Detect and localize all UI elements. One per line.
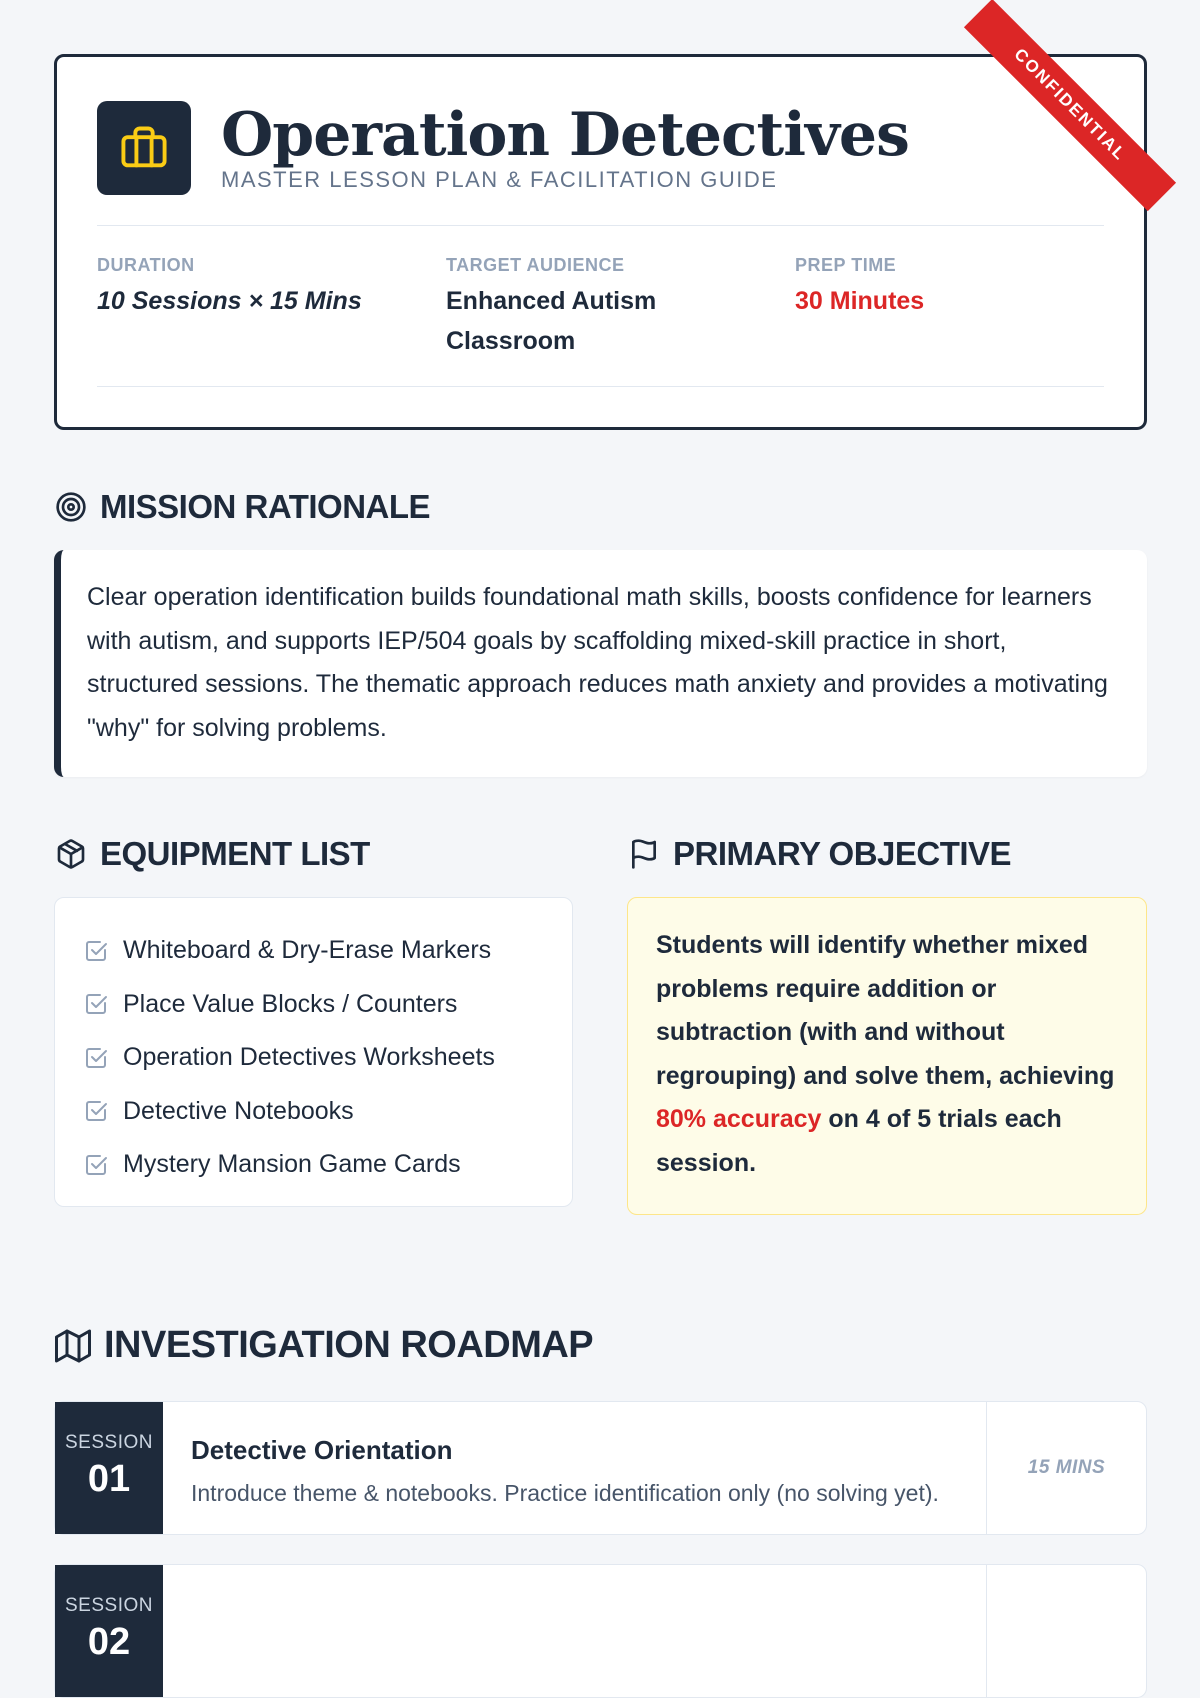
section-title: EQUIPMENT LIST bbox=[100, 835, 370, 872]
meta-prep-time bbox=[795, 253, 1125, 321]
list-item bbox=[83, 1031, 572, 1085]
header-divider-top bbox=[97, 225, 1104, 226]
section-heading-equipment bbox=[54, 835, 370, 873]
equipment-label: Operation Detectives Worksheets bbox=[123, 1043, 495, 1072]
rationale-text: Clear operation identification builds foundational math skills, boosts confidence for learners with autism, and supports IEP/504 goals by scaffolding mixed-skill practice in short, structured sessions. The thematic approach reduces math anxiety and provides a motivating "why" for solving problems. bbox=[54, 550, 1147, 777]
session-row bbox=[54, 1564, 1147, 1698]
checkbox-icon bbox=[83, 1152, 109, 1178]
header-divider-bottom bbox=[97, 386, 1104, 387]
session-duration: 15 MINS bbox=[986, 1402, 1146, 1534]
flag-icon bbox=[627, 837, 661, 871]
session-label: SESSION bbox=[65, 1595, 153, 1616]
objective-text bbox=[627, 897, 1147, 1215]
checkbox-icon bbox=[83, 991, 109, 1017]
session-description: Introduce theme & notebooks. Practice identification only (no solving yet). bbox=[191, 1480, 939, 1506]
meta-value: Enhanced Autism Classroom bbox=[446, 287, 657, 355]
box-icon bbox=[54, 837, 88, 871]
target-icon bbox=[54, 490, 88, 524]
section-heading-roadmap bbox=[54, 1324, 593, 1367]
checkbox-icon bbox=[83, 938, 109, 964]
equipment-label: Mystery Mansion Game Cards bbox=[123, 1150, 461, 1179]
equipment-label: Place Value Blocks / Counters bbox=[123, 989, 458, 1018]
list-item bbox=[83, 978, 572, 1032]
session-badge bbox=[55, 1402, 163, 1534]
meta-duration bbox=[97, 253, 427, 321]
confidential-ribbon: CONFIDENTIAL bbox=[964, 0, 1176, 211]
meta-label: TARGET AUDIENCE bbox=[446, 255, 625, 275]
equipment-label: Whiteboard & Dry-Erase Markers bbox=[123, 936, 492, 965]
section-title: PRIMARY OBJECTIVE bbox=[673, 835, 1012, 872]
meta-value: 10 Sessions × 15 Mins bbox=[97, 287, 362, 315]
meta-target-audience bbox=[446, 253, 776, 361]
section-heading-rationale bbox=[54, 488, 430, 526]
section-title: MISSION RATIONALE bbox=[100, 488, 431, 525]
session-badge bbox=[55, 1565, 163, 1697]
session-label: SESSION bbox=[65, 1432, 153, 1453]
objective-text-before: Students will identify whether mixed problems require addition or subtraction (with and without regrouping) and solve them, achieving bbox=[656, 931, 1115, 1090]
objective-text-after: on 4 of 5 trials each session. bbox=[656, 1105, 1062, 1177]
header-card bbox=[54, 44, 1147, 430]
session-title: Detective Orientation bbox=[191, 1435, 453, 1465]
list-item bbox=[83, 1085, 572, 1139]
list-item bbox=[83, 924, 572, 978]
page-title: Operation Detectives bbox=[221, 100, 909, 170]
section-heading-objective bbox=[627, 835, 1011, 873]
equipment-list bbox=[54, 897, 573, 1207]
session-row bbox=[54, 1401, 1147, 1535]
meta-label: DURATION bbox=[97, 255, 195, 275]
equipment-label: Detective Notebooks bbox=[123, 1096, 354, 1125]
meta-label: PREP TIME bbox=[795, 255, 897, 275]
map-icon bbox=[54, 1327, 92, 1365]
checkbox-icon bbox=[83, 1098, 109, 1124]
section-title: INVESTIGATION ROADMAP bbox=[104, 1324, 594, 1366]
page-subtitle: MASTER LESSON PLAN & FACILITATION GUIDE bbox=[221, 167, 778, 192]
logo-badge bbox=[97, 101, 191, 195]
session-duration bbox=[986, 1565, 1146, 1697]
session-number: 01 bbox=[87, 1458, 131, 1500]
list-item bbox=[83, 1138, 572, 1192]
objective-highlight: 80% accuracy bbox=[656, 1105, 822, 1133]
briefcase-icon bbox=[118, 122, 170, 174]
session-body bbox=[191, 1595, 991, 1603]
meta-value: 30 Minutes bbox=[795, 287, 925, 315]
session-number: 02 bbox=[87, 1621, 131, 1663]
session-body bbox=[191, 1432, 991, 1510]
checkbox-icon bbox=[83, 1045, 109, 1071]
